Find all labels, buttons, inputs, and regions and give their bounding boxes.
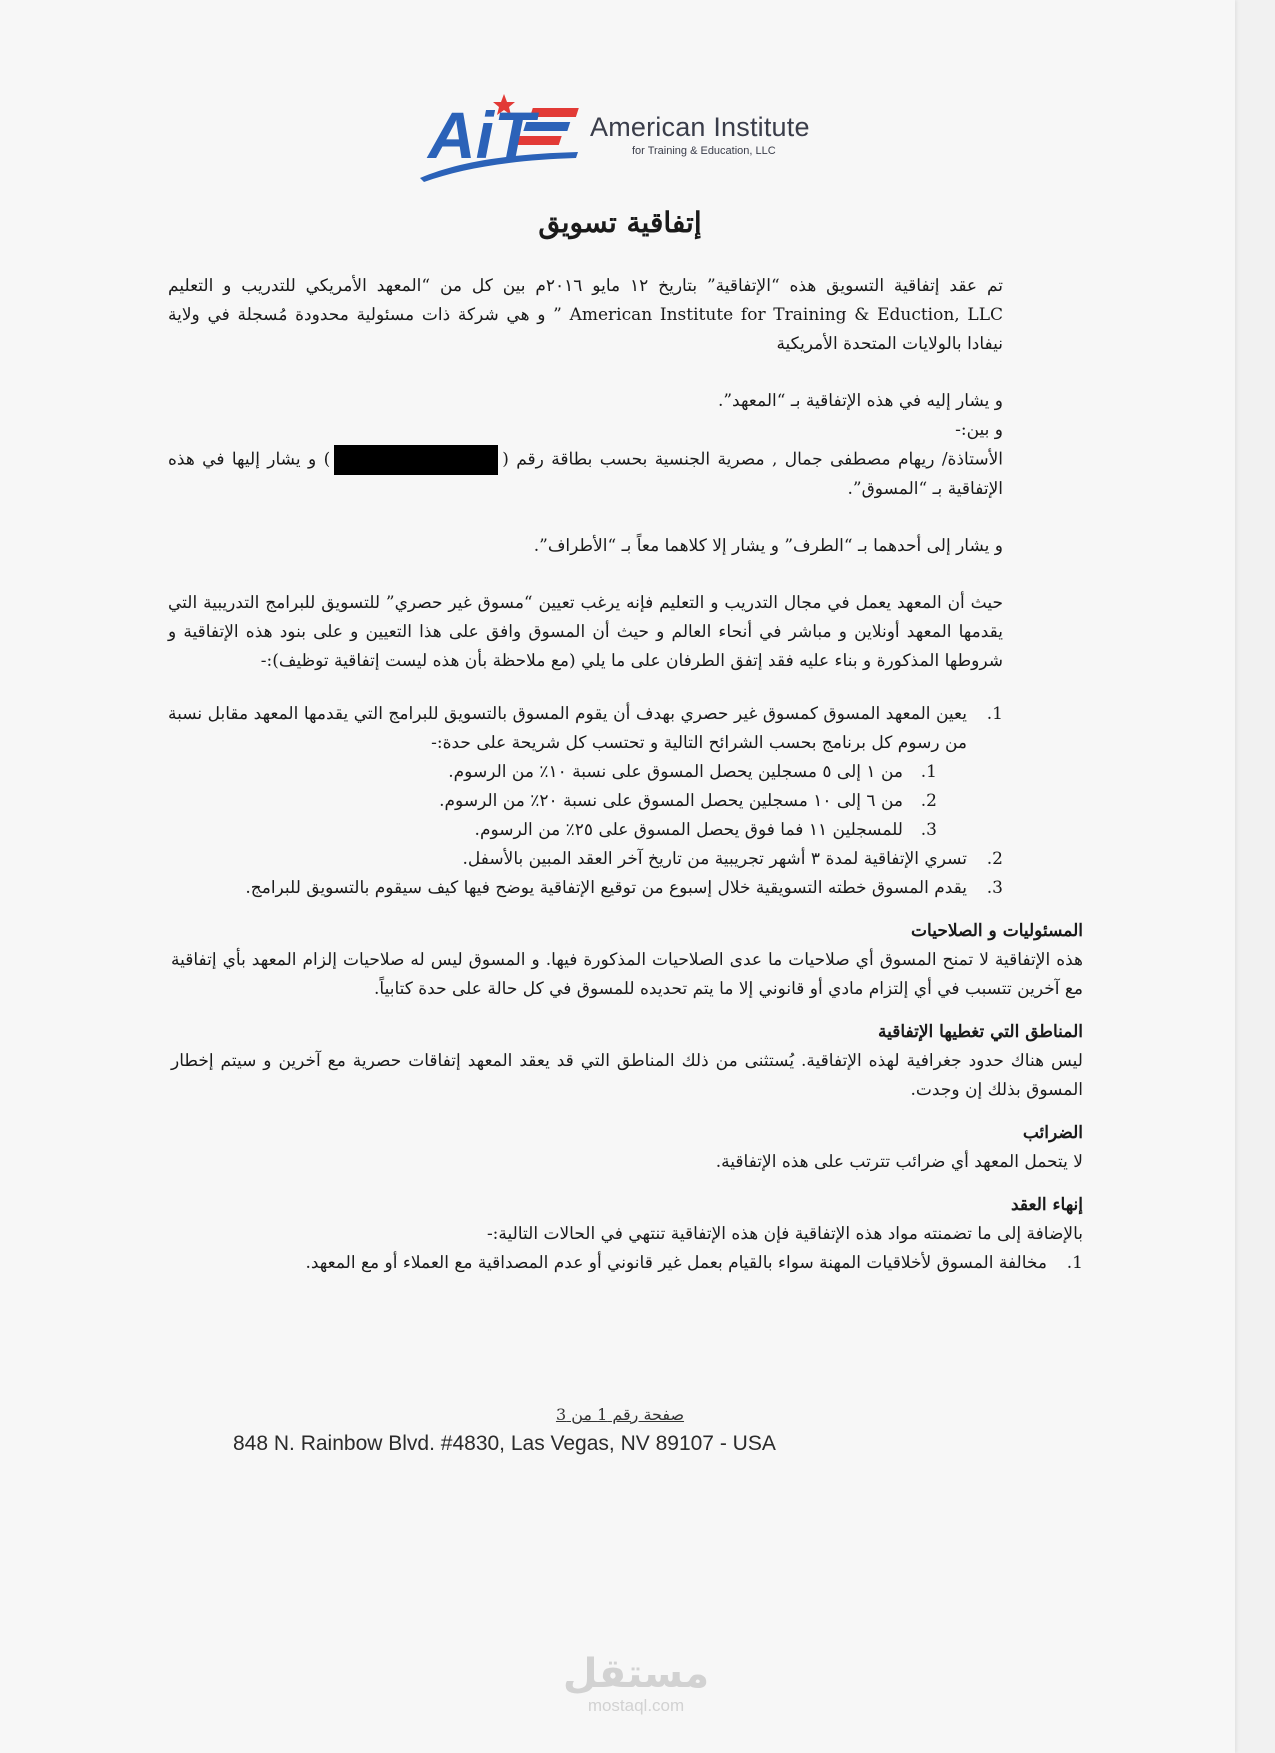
tier-text: من ٦ إلى ١٠ مسجلين يحصل المسوق على نسبة ٢٠٪ من الرسوم. <box>439 791 903 811</box>
sections-block <box>171 903 1083 1278</box>
institute-name: American Institute <box>590 112 810 142</box>
clause-item <box>168 845 1003 874</box>
section-text: هذه الإتفاقية لا تمنح المسوق أي صلاحيات ما عدى الصلاحيات المذكورة فيها. و المسوق ليس له صلاحيات إلزام المعهد بأي إتفاقية مع آخرين تتسبب في أي إلتزام مادي أو قانوني إلا ما يتم تحديده للمسوق في كل حالة على حدة كتابياً. <box>171 950 1083 999</box>
parties-reference: و يشار إلى أحدهما بـ “الطرف” و يشار إلا كلاهما معاً بـ “الأطراف”. <box>533 536 1003 556</box>
page-number: صفحة رقم 1 من 3 <box>555 1405 685 1424</box>
svg-text:AiT: AiT <box>428 98 535 172</box>
section-heading: المناطق التي تغطيها الإتفاقية <box>877 1022 1083 1042</box>
clause-item <box>168 874 1003 903</box>
clause-number: 2. <box>986 849 1003 869</box>
commission-tiers <box>168 758 967 845</box>
document-body <box>168 272 1083 1278</box>
tier-item <box>168 787 937 816</box>
tier-item <box>168 758 937 787</box>
tier-item <box>168 816 937 845</box>
clauses-list <box>168 700 1003 903</box>
whereas-paragraph: حيث أن المعهد يعمل في مجال التدريب و التعليم فإنه يرغب تعيين “مسوق غير حصري” للتسويق للبرامج التدريبية التي يقدمها المعهد أونلاين و مباشر في أنحاء العالم و حيث أن المسوق وافق على هذا التعيين و على بنود هذه الإتفاقية و شروطها المذكورة و بناء عليه فقد إتفق الطرفان على ما يلي (مع ملاحظة بأن هذه ليست إتفاقية توظيف):- <box>168 593 1003 671</box>
party-text-before: الأستاذة/ ريهام مصطفى جمال , مصرية الجنسية بحسب بطاقة رقم ( <box>502 449 1003 470</box>
institute-address: 848 N. Rainbow Blvd. #4830, Las Vegas, NV 89107 - USA <box>233 1432 776 1455</box>
tier-number: 1. <box>920 762 937 782</box>
and-between: و بين:- <box>955 420 1003 440</box>
termination-text: مخالفة المسوق لأخلاقيات المهنة سواء بالقيام بعمل غير قانوني أو عدم المصداقية مع العملاء أو مع المعهد. <box>305 1253 1047 1273</box>
redacted-id-number <box>334 445 498 475</box>
mostaql-watermark <box>556 1652 716 1716</box>
section-text: ليس هناك حدود جغرافية لهذه الإتفاقية. يُستثنى من ذلك المناطق التي قد يعقد المعهد إتفاقات حصرية مع آخرين و سيتم إخطار المسوق بذلك إن وجدت. <box>171 1051 1083 1100</box>
institute-subtitle: for Training & Education, LLC <box>632 145 776 157</box>
institute-logo <box>418 92 838 184</box>
termination-list <box>171 1249 1083 1278</box>
intro-paragraph: تم عقد إتفاقية التسويق هذه “الإتفاقية” بتاريخ ١٢ مايو ٢٠١٦م بين كل من “المعهد الأمريكي للتدريب و التعليم American Institute for Training & Eduction, LLC ” و هي شركة ذات مسئولية محدودة مُسجلة في ولاية نيفادا بالولايات المتحدة الأمريكية <box>168 276 1003 354</box>
party-text-after: ) و يشار إليها في هذه الإتفاقية بـ “المسوق”. <box>168 449 1003 499</box>
termination-item <box>171 1249 1083 1278</box>
clause-item <box>168 700 1003 845</box>
marketer-party <box>168 445 1003 504</box>
institute-reference: و يشار إليه في هذه الإتفاقية بـ “المعهد”. <box>717 391 1003 411</box>
watermark-latin: mostaql.com <box>587 1696 685 1715</box>
section-heading: المسئوليات و الصلاحيات <box>911 921 1083 941</box>
termination-heading: إنهاء العقد <box>1010 1195 1083 1215</box>
clause-text: يقدم المسوق خطته التسويقية خلال إسبوع من توقيع الإتفاقية يوضح فيها كيف سيقوم بالتسويق للبرامج. <box>245 878 967 898</box>
watermark-arabic: مستقل <box>562 1651 710 1697</box>
ait-logo-icon <box>418 92 590 184</box>
tier-text: من ١ إلى ٥ مسجلين يحصل المسوق على نسبة ١٠٪ من الرسوم. <box>448 762 903 782</box>
section-heading: الضرائب <box>1022 1123 1083 1143</box>
termination-intro: بالإضافة إلى ما تضمنته مواد هذه الإتفاقية فإن هذه الإتفاقية تنتهي في الحالات التالية:- <box>486 1224 1083 1244</box>
clause-text: يعين المعهد المسوق كمسوق غير حصري بهدف أن يقوم المسوق بالتسويق للبرامج التي يقدمها المعهد مقابل نسبة من رسوم كل برنامج بحسب الشرائح التالية و تحتسب كل شريحة على حدة:- <box>168 704 967 753</box>
tier-text: للمسجلين ١١ فما فوق يحصل المسوق على ٢٥٪ من الرسوم. <box>474 820 903 840</box>
section-text: لا يتحمل المعهد أي ضرائب تترتب على هذه الإتفاقية. <box>715 1152 1083 1172</box>
tier-number: 2. <box>920 791 937 811</box>
clause-number: 1. <box>986 704 1003 724</box>
termination-number: 1. <box>1066 1253 1083 1273</box>
clause-text: تسري الإتفاقية لمدة ٣ أشهر تجريبية من تاريخ آخر العقد المبين بالأسفل. <box>462 849 967 869</box>
clause-number: 3. <box>986 878 1003 898</box>
tier-number: 3. <box>920 820 937 840</box>
document-title: إتفاقية تسويق <box>538 206 702 239</box>
